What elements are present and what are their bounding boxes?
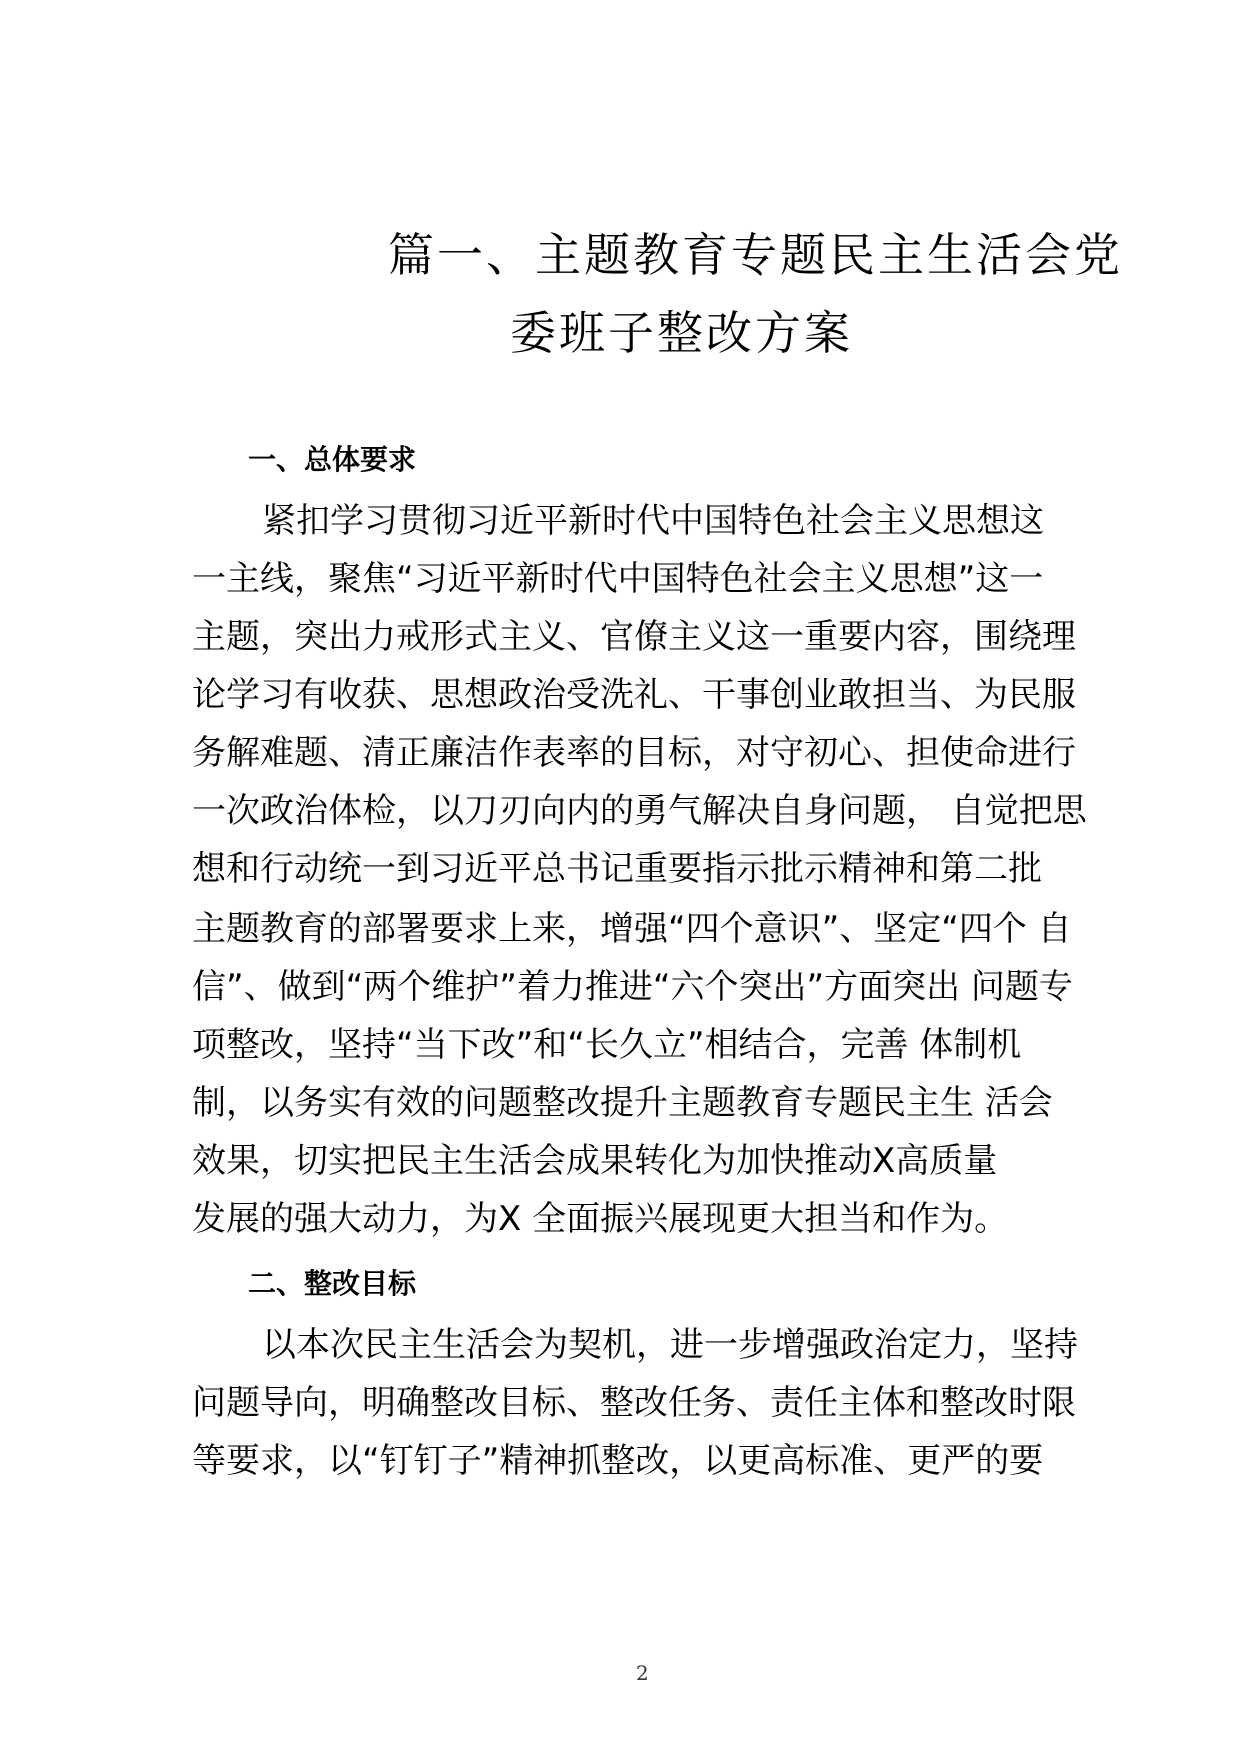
paragraph-line: 想和行动统一到习近平总书记重要指示批示精神和第二批 [192,849,1042,889]
paragraph-line: 以本次民主生活会为契机，进一步增强政治定力，坚持 [262,1325,1078,1365]
paragraph-line: 紧扣学习贯彻习近平新时代中国特色社会主义思想这 [262,501,1044,541]
paragraph-line: 等要求，以“钉钉子”精神抓整改，以更高标准、更严的要 [192,1441,1044,1481]
paragraph-line: 论学习有收获、思想政治受洗礼、干事创业敢担当、为民服 [192,675,1076,715]
paragraph-line: 信”、做到“两个维护”着力推进“六个突出”方面突出 问题专 [192,967,1073,1007]
document-title-line-2: 委班子整改方案 [510,306,853,360]
paragraph-line: 效果，切实把民主生活会成果转化为加快推动X高质量 [192,1141,998,1181]
paragraph-line: 问题导向，明确整改目标、整改任务、责任主体和整改时限 [192,1383,1076,1423]
paragraph-line: 一主线，聚焦“习近平新时代中国特色社会主义思想”这一 [192,559,1044,599]
paragraph-line: 主题教育的部署要求上来，增强“四个意识”、坚定“四个 自 [192,909,1072,949]
paragraph-line: 发展的强大动力，为X 全面振兴展现更大担当和作为。 [192,1199,1009,1239]
paragraph-line: 一次政治体检，以刀刃向内的勇气解决自身问题， 自觉把思 [192,791,1087,831]
document-title-line-1: 篇一、主题教育专题民主生活会党 [388,228,1123,282]
paragraph-line: 务解难题、清正廉洁作表率的目标，对守初心、担使命进行 [192,733,1076,773]
paragraph-line: 主题，突出力戒形式主义、官僚主义这一重要内容，围绕理 [192,617,1076,657]
paragraph-line: 项整改，坚持“当下改”和“长久立”相结合，完善 体制机 [192,1025,1022,1065]
paragraph-line: 制，以务实有效的问题整改提升主题教育专题民主生 活会 [192,1083,1053,1123]
section-heading-rectification-goals: 二、整改目标 [248,1267,417,1300]
page-number: 2 [636,1661,649,1685]
section-heading-overall-requirements: 一、总体要求 [248,443,417,476]
